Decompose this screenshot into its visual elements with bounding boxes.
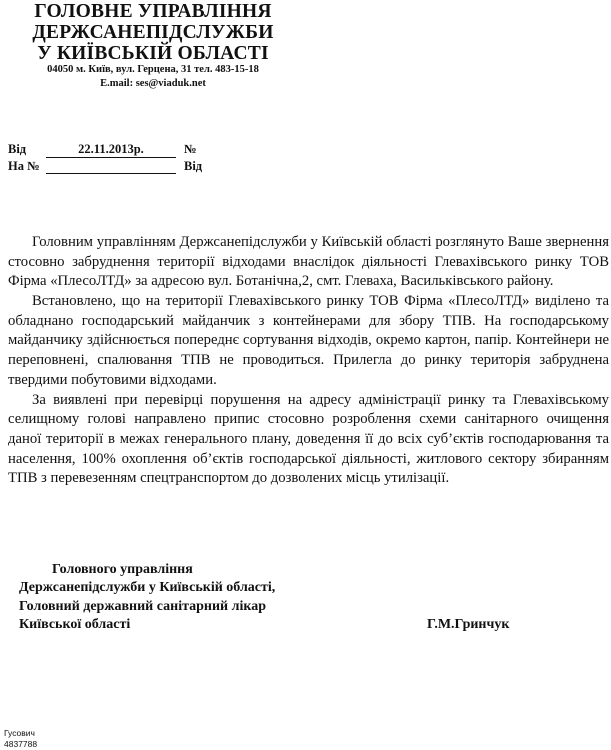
letterhead-title-line2: ДЕРЖСАНЕПІДСЛУЖБИ xyxy=(32,22,274,43)
signature-line2: Держсанепідслужби у Київській області, xyxy=(19,580,276,595)
from-label: Від xyxy=(8,142,27,156)
signature-line4: Київської області xyxy=(19,617,131,632)
body-paragraph-3: За виявлені при перевірці порушення на адресу адміністрації ринку та Глевахівському селищному голові направлено припис стосовно розроблення схеми санітарного очищення даної території в межах генерального плану, доведення її до всіх суб’єктів господарювання та населення, 100% охоплення об’єктів господарської діяльності, житлового сектору збиранням ТПВ з перевезенням спецтранспортом до дозволених місць утилізації. xyxy=(8,391,609,487)
number-label: № xyxy=(184,142,197,156)
date-field xyxy=(46,142,176,158)
body-paragraph-1: Головним управлінням Держсанепідслужби у Київській області розглянуто Ваше звернення стосовно забруднення території відходами внаслідок діяльності Глевахівського ринку ТОВ Фірма «ПлесоЛТД» за адресою вул. Ботанічна,2, смт. Глеваха, Васильківського району. xyxy=(8,234,609,290)
letterhead-title-line1: ГОЛОВНЕ УПРАВЛІННЯ xyxy=(34,1,272,22)
date-value: 22.11.2013р. xyxy=(78,142,144,156)
letterhead-email: E.mail: ses@viaduk.net xyxy=(100,78,206,89)
signature-line3: Головний державний санітарний лікар xyxy=(19,599,267,614)
reply-from-label: Від xyxy=(184,159,203,173)
reply-number-line xyxy=(46,173,176,174)
signatory-name: Г.М.Гринчук xyxy=(427,617,510,632)
letterhead-address: 04050 м. Київ, вул. Герцена, 31 тел. 483-15-18 xyxy=(47,64,259,75)
footer-phone: 4837788 xyxy=(4,739,38,749)
letterhead-title-line3: У КИЇВСЬКІЙ ОБЛАСТІ xyxy=(37,43,269,64)
signature-line1: Головного управління xyxy=(52,562,193,577)
reply-to-number-label: На № xyxy=(8,159,40,173)
body-paragraph-2: Встановлено, що на території Глевахівського ринку ТОВ Фірма «ПлесоЛТД» виділено та обладнано господарський майданчик з контейнерами для збору ТПВ. На господарському майданчику здійснюється попереднє сортування відходів, окремо картон, папір. Контейнери не переповнені, спалювання ТПВ не проводиться. Прилегла до ринку територія забруднена твердими побутовими відходами. xyxy=(8,293,609,388)
letter-body xyxy=(8,233,609,489)
footer-author: Гусович xyxy=(4,728,35,738)
